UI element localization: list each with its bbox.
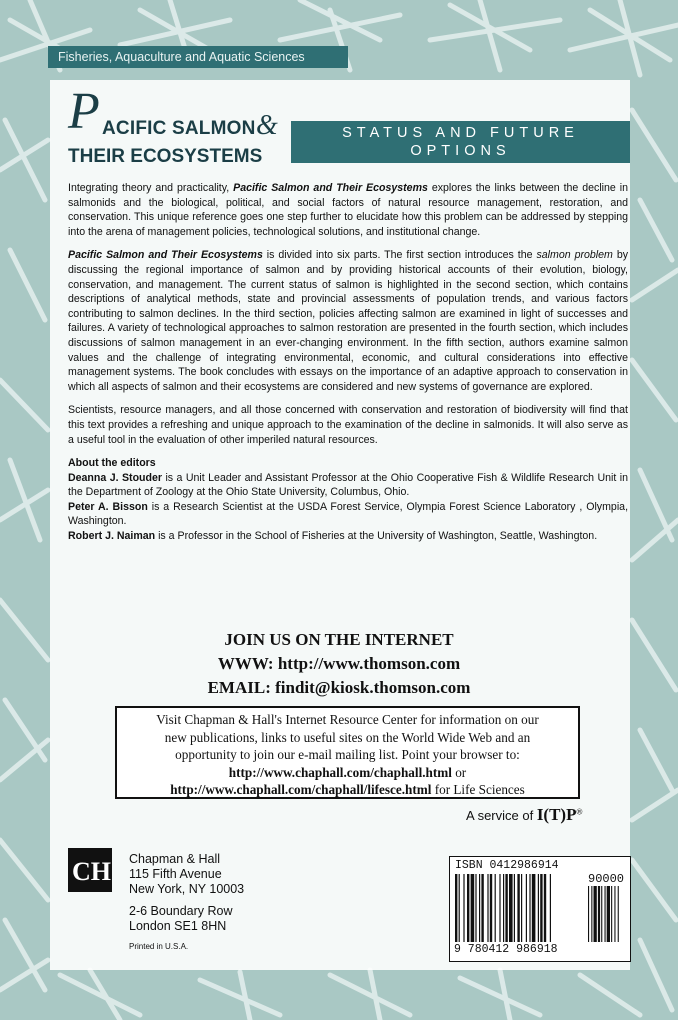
publisher-name: Chapman & Hall: [129, 852, 221, 866]
barcode-bar: [532, 874, 536, 942]
barcode-bar: [550, 874, 551, 942]
barcode-bar: [607, 886, 610, 942]
barcode-bar: [455, 874, 457, 942]
barcode-bar: [481, 874, 483, 942]
description-paragraph-3: Scientists, resource managers, and all those concerned with conservation and restoration of biodiversity will find that this text provides a refreshing and unique approach to the examination of the decline in salmonids. It will also serve as a useful tool in the evaluation of other imperiled natural resources.: [68, 404, 628, 446]
subtitle-line1: STATUS AND FUTURE: [342, 125, 579, 141]
barcode-bar: [487, 874, 488, 942]
isbn-number: ISBN 0412986914: [455, 859, 559, 872]
barcode-bar: [614, 886, 615, 942]
barcode-bar: [591, 886, 592, 942]
internet-heading: JOIN US ON THE INTERNET: [224, 630, 454, 649]
title-line2: THEIR ECOSYSTEMS: [68, 146, 263, 167]
title-line1: ACIFIC SALMON: [102, 118, 256, 139]
barcode-bar: [475, 874, 476, 942]
barcode-bar: [490, 874, 492, 942]
series-label: Fisheries, Aquaculture and Aquatic Sciences: [58, 50, 305, 64]
description-paragraph-1: Integrating theory and practicality, Pacific Salmon and Their Ecosystems explores the links between the decline in salmonids and the biological, political, and social factors of natural resource management, restoration, and conservation. This unique reference goes one step further to elucidate how this problem can be addressed by stepping into the arena of management policies, technological solutions, and institutional change.: [68, 182, 629, 238]
barcode-bar: [594, 886, 597, 942]
barcode-bar: [605, 886, 606, 942]
ean-number: 9 780412 986918: [454, 943, 558, 956]
barcode-bar: [495, 874, 496, 942]
barcode-bar: [479, 874, 480, 942]
title-initial: P: [68, 83, 100, 140]
book-title-inline: Pacific Salmon and Their Ecosystems: [68, 249, 263, 262]
barcode-bar: [618, 886, 619, 942]
chaphall-url[interactable]: http://www.chaphall.com/chaphall.html: [228, 764, 452, 780]
barcode-bar: [538, 874, 539, 942]
email-link[interactable]: EMAIL: findit@kiosk.thomson.com: [207, 678, 471, 697]
barcode-bar: [611, 886, 612, 942]
www-link[interactable]: WWW: http://www.thomson.com: [217, 654, 461, 673]
barcode-bar: [521, 874, 522, 942]
barcode-bar: [471, 874, 475, 942]
barcode-bar: [503, 874, 504, 942]
barcode-bar: [598, 886, 600, 942]
itp-service: A service of I(T)P®: [466, 805, 583, 824]
barcode-bar: [517, 874, 519, 942]
printed-in: Printed in U.S.A.: [129, 942, 189, 951]
price-code: 90000: [588, 872, 625, 886]
barcode-bar: [499, 874, 500, 942]
itp-logo: I(T)P: [536, 805, 577, 824]
lifesce-url[interactable]: http://www.chaphall.com/chaphall/lifesce.html: [170, 782, 432, 797]
barcode-bar: [514, 874, 515, 942]
description-paragraph-2: Pacific Salmon and Their Ecosystems is divided into six parts. The first section introduces the salmon problem by discussing the regional importance of salmon and by providing historical accounts of their evolution, biology, conservation, and management. The current status of salmon is highlighted in the second section, which contains descriptions of analytical methods, state and provincial assessments of population trends, and various factors contributing to salmon declines. In the third section, policies affecting salmon are examined in light of successes and failures. A variety of technological approaches to salmon restoration are presented in the fourth section, which includes discussions of salmon management in an ever-changing environment. In the fifth section, authors examine salmon values and the challenge of integrating environmental, economic, and cultural considerations into effective management systems. The book concludes with essays on the importance of an adaptive approach to conservation in which all aspects of salmon and their ecosystems are considered and new systems of governance are explored.: [68, 249, 629, 393]
barcode-bar: [467, 874, 469, 942]
itp-prefix: A service of: [466, 808, 537, 823]
barcode-bar: [509, 874, 513, 942]
subtitle-line2: OPTIONS: [410, 143, 511, 159]
barcode-bar: [544, 874, 546, 942]
editor-bio: Deanna J. Stouder is a Unit Leader and Assistant Professor at the Ohio Cooperative Fish & Wildlife Research Unit in the Department of Zoology at the Ohio State University, Columbus, Ohio.: [68, 471, 628, 499]
editors-heading: About the editors: [68, 457, 156, 470]
editor-bio: Robert J. Naiman is a Professor in the School of Fisheries at the University of Washington, Seattle, Washington.: [68, 530, 598, 543]
title-ampersand: &: [256, 110, 278, 141]
barcode-bar: [459, 874, 460, 942]
barcode-bar: [526, 874, 527, 942]
logo-letters: CH: [72, 857, 111, 886]
barcode-bar: [529, 874, 530, 942]
editor-bio: Peter A. Bisson is a Research Scientist at the USDA Forest Service, Olympia Forest Science Laboratory , Olympia, Washington.: [68, 500, 629, 528]
barcode-bar: [588, 886, 589, 942]
promo-box: Visit Chapman & Hall's Internet Resource Center for information on our new publications, links to useful sites on the World Wide Web and an opportunity to join our e-mail mailing list. Point your browser to: http://www.chaphall.com/chaphall.html or http://www.chaphall.com/chaphall/lifesce.html for Life Sciences: [115, 706, 580, 799]
barcode-bar: [463, 874, 464, 942]
barcode-bar: [540, 874, 542, 942]
book-title-inline: Pacific Salmon and Their Ecosystems: [233, 182, 428, 194]
barcode-bar: [601, 886, 602, 942]
publisher-address: Chapman & Hall 115 Fifth Avenue New York, NY 10003 2-6 Boundary Row London SE1 8HN: [129, 852, 245, 933]
barcode-bar: [505, 874, 507, 942]
